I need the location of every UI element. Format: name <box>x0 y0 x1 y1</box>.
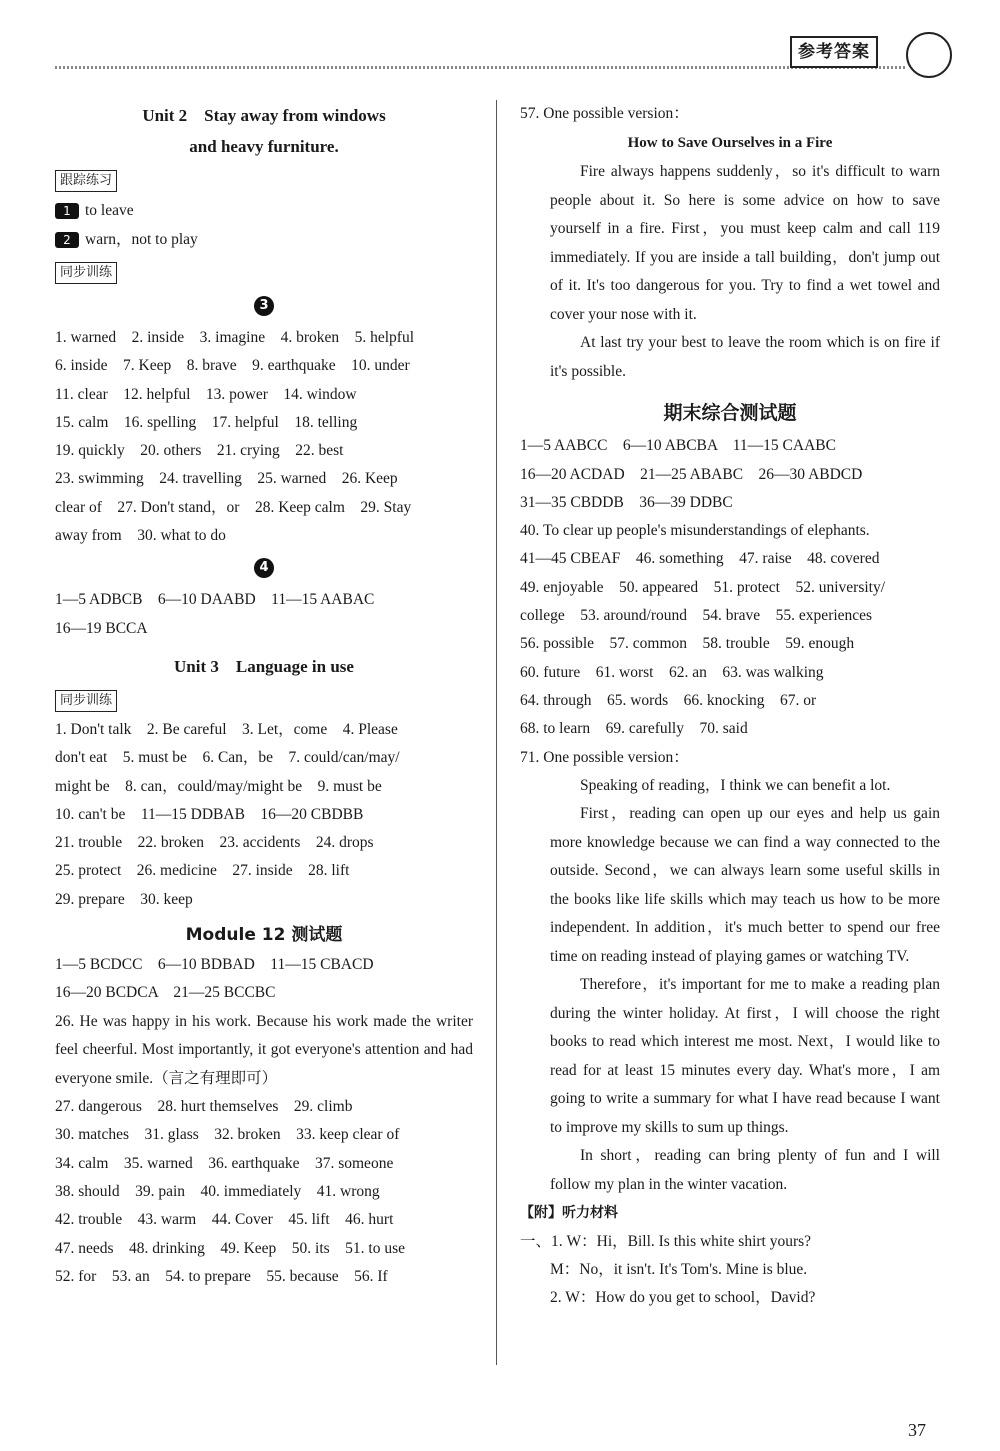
essay2-paragraph: First，reading can open up our eyes and help us gain more knowledge because we can find a way connected to the outside. Second，we can always learn some useful skills in the books like life skills which may teach us how to be more independent. In addition，it's much better to spend our free time on reading instead of playing games or watching TV. <box>550 805 940 965</box>
answer-line: 16—20 ACDAD 21—25 ABABC 26—30 ABDCD <box>520 465 863 483</box>
unit3-title: Unit 3 Language in use <box>174 656 354 676</box>
answer-line: 11. clear 12. helpful 13. power 14. window <box>55 385 357 403</box>
final-exam-title: 期末综合测试题 <box>663 402 797 425</box>
answer-line: don't eat 5. must be 6. Can，be 7. could/can/may/ <box>55 749 400 767</box>
track-item-2 <box>55 225 473 254</box>
section-3-marker: 3 <box>254 296 274 316</box>
section-4-marker: 4 <box>254 558 274 578</box>
answer-line: 10. can't be 11—15 DDBAB 16—20 CBDBB <box>55 805 364 823</box>
answer-line: 29. prepare 30. keep <box>55 890 193 908</box>
answer-line: 1—5 AABCC 6—10 ABCBA 11—15 CAABC <box>520 437 836 455</box>
answer-line: 1. warned 2. inside 3. imagine 4. broken 5. helpful <box>55 329 415 346</box>
listening-line: M：No，it isn't. It's Tom's. Mine is blue. <box>550 1260 808 1278</box>
answer-q26: 26. He was happy in his work. Because his work made the writer feel cheerful. Most importantly, it got everyone's attention and had everyone smile.（言之有理即可） <box>55 1012 473 1087</box>
q57-heading: 57. One possible version： <box>520 105 689 122</box>
essay2-paragraph: Therefore，it's important for me to make a reading plan during the winter holiday. At first，I will choose the right books to read which interest me most. Next，I would like to read for at least 15 minutes every day. What's more，I am going to write a summary for what I have read because I want to improve my skills to sum up things. <box>550 976 940 1136</box>
answer-line: away from 30. what to do <box>55 527 226 545</box>
answer-line: 19. quickly 20. others 21. crying 22. best <box>55 442 344 460</box>
answer-line: 15. calm 16. spelling 17. helpful 18. telling <box>55 413 358 431</box>
header-emblem-icon <box>906 32 952 78</box>
answer-line: 30. matches 31. glass 32. broken 33. keep clear of <box>55 1126 400 1144</box>
right-column <box>520 100 940 1313</box>
module12-title: Module 12 测试题 <box>185 925 343 946</box>
header-tag: 参考答案 <box>790 36 878 68</box>
answer-line: 34. calm 35. warned 36. earthquake 37. someone <box>55 1154 394 1172</box>
essay2-paragraph: Speaking of reading，I think we can benefit a lot. <box>580 776 891 794</box>
answer-line: 31—35 CBDDB 36—39 DDBC <box>520 493 733 511</box>
answer-line: 42. trouble 43. warm 44. Cover 45. lift 46. hurt <box>55 1211 394 1229</box>
answer-line: 60. future 61. worst 62. an 63. was walking <box>520 663 824 681</box>
track-practice-label: 跟踪练习 <box>55 170 117 192</box>
answer-line: 40. To clear up people's misunderstandings of elephants. <box>520 522 870 540</box>
left-column <box>55 100 473 1291</box>
answer-line: 23. swimming 24. travelling 25. warned 26. Keep <box>55 470 398 488</box>
essay2-paragraph: In short，reading can bring plenty of fun and I will follow my plan in the winter vacation. <box>550 1147 940 1193</box>
answer-line: 6. inside 7. Keep 8. brave 9. earthquake 10. under <box>55 357 410 375</box>
listening-line: 一、1. W：Hi，Bill. Is this white shirt yours? <box>520 1232 812 1250</box>
track-badge-2: 2 <box>55 232 79 248</box>
answer-line: 56. possible 57. common 58. trouble 59. enough <box>520 635 855 653</box>
answer-line: 1—5 ADBCB 6—10 DAABD 11—15 AABAC <box>55 591 375 609</box>
essay1-paragraph: Fire always happens suddenly，so it's difficult to warn people about it. So here is some advice on how to save yourself in a fire. First，you must keep calm and call 119 immediately. If you are inside a tall building，don't jump out of it. It's too dangerous for you. Try to find a wet towel and cover your nose with it. <box>550 163 940 323</box>
track-badge-1: 1 <box>55 203 79 219</box>
essay1-title: How to Save Ourselves in a Fire <box>627 135 833 152</box>
sync-training-label: 同步训练 <box>55 262 117 284</box>
answer-line: 71. One possible version： <box>520 748 689 766</box>
essay1-paragraph: At last try your best to leave the room which is on fire if it's possible. <box>550 334 940 380</box>
header-rule <box>55 66 905 69</box>
unit2-title-line2: and heavy furniture. <box>189 137 339 156</box>
answer-line: 52. for 53. an 54. to prepare 55. because 56. If <box>55 1267 388 1285</box>
final-exam-answers <box>520 432 940 772</box>
section-4-answers <box>55 586 473 643</box>
answer-line: 38. should 39. pain 40. immediately 41. wrong <box>55 1183 380 1201</box>
listening-script <box>520 1228 940 1313</box>
track-answer-1: to leave <box>85 202 134 219</box>
answer-line: might be 8. can，could/may/might be 9. must be <box>55 777 382 795</box>
essay2-body <box>520 772 940 1200</box>
track-answer-2: warn，not to play <box>85 231 198 248</box>
section-3-answers <box>55 324 473 550</box>
module12-answers <box>55 951 473 1291</box>
sync-training-label: 同步训练 <box>55 690 117 712</box>
answer-line: 1. Don't talk 2. Be careful 3. Let，come 4. Please <box>55 720 398 738</box>
column-divider <box>496 100 497 1365</box>
answer-line: 1—5 BCDCC 6—10 BDBAD 11—15 CBACD <box>55 956 374 974</box>
answer-line: 49. enjoyable 50. appeared 51. protect 52. university/ <box>520 578 886 596</box>
answer-line: 27. dangerous 28. hurt themselves 29. climb <box>55 1098 353 1116</box>
answer-line: 68. to learn 69. carefully 70. said <box>520 720 748 738</box>
listening-line: 2. W：How do you get to school，David? <box>550 1289 816 1307</box>
answer-line: 16—20 BCDCA 21—25 BCCBC <box>55 984 276 1002</box>
track-item-1 <box>55 196 473 225</box>
answer-line: 25. protect 26. medicine 27. inside 28. lift <box>55 862 350 880</box>
answer-line: 41—45 CBEAF 46. something 47. raise 48. covered <box>520 550 880 568</box>
answer-line: 47. needs 48. drinking 49. Keep 50. its 51. to use <box>55 1239 406 1257</box>
answer-line: college 53. around/round 54. brave 55. experiences <box>520 607 873 625</box>
unit2-title-line1: Unit 2 Stay away from windows <box>142 106 386 125</box>
page-number: 37 <box>908 1420 926 1440</box>
answer-line: 16—19 BCCA <box>55 619 148 637</box>
answer-line: clear of 27. Don't stand，or 28. Keep calm 29. Stay <box>55 498 412 516</box>
answer-line: 64. through 65. words 66. knocking 67. or <box>520 691 817 709</box>
unit3-answers <box>55 716 473 914</box>
appendix-label: 【附】听力材料 <box>520 1205 618 1222</box>
answer-line: 21. trouble 22. broken 23. accidents 24. drops <box>55 834 374 852</box>
essay1-body <box>520 158 940 386</box>
